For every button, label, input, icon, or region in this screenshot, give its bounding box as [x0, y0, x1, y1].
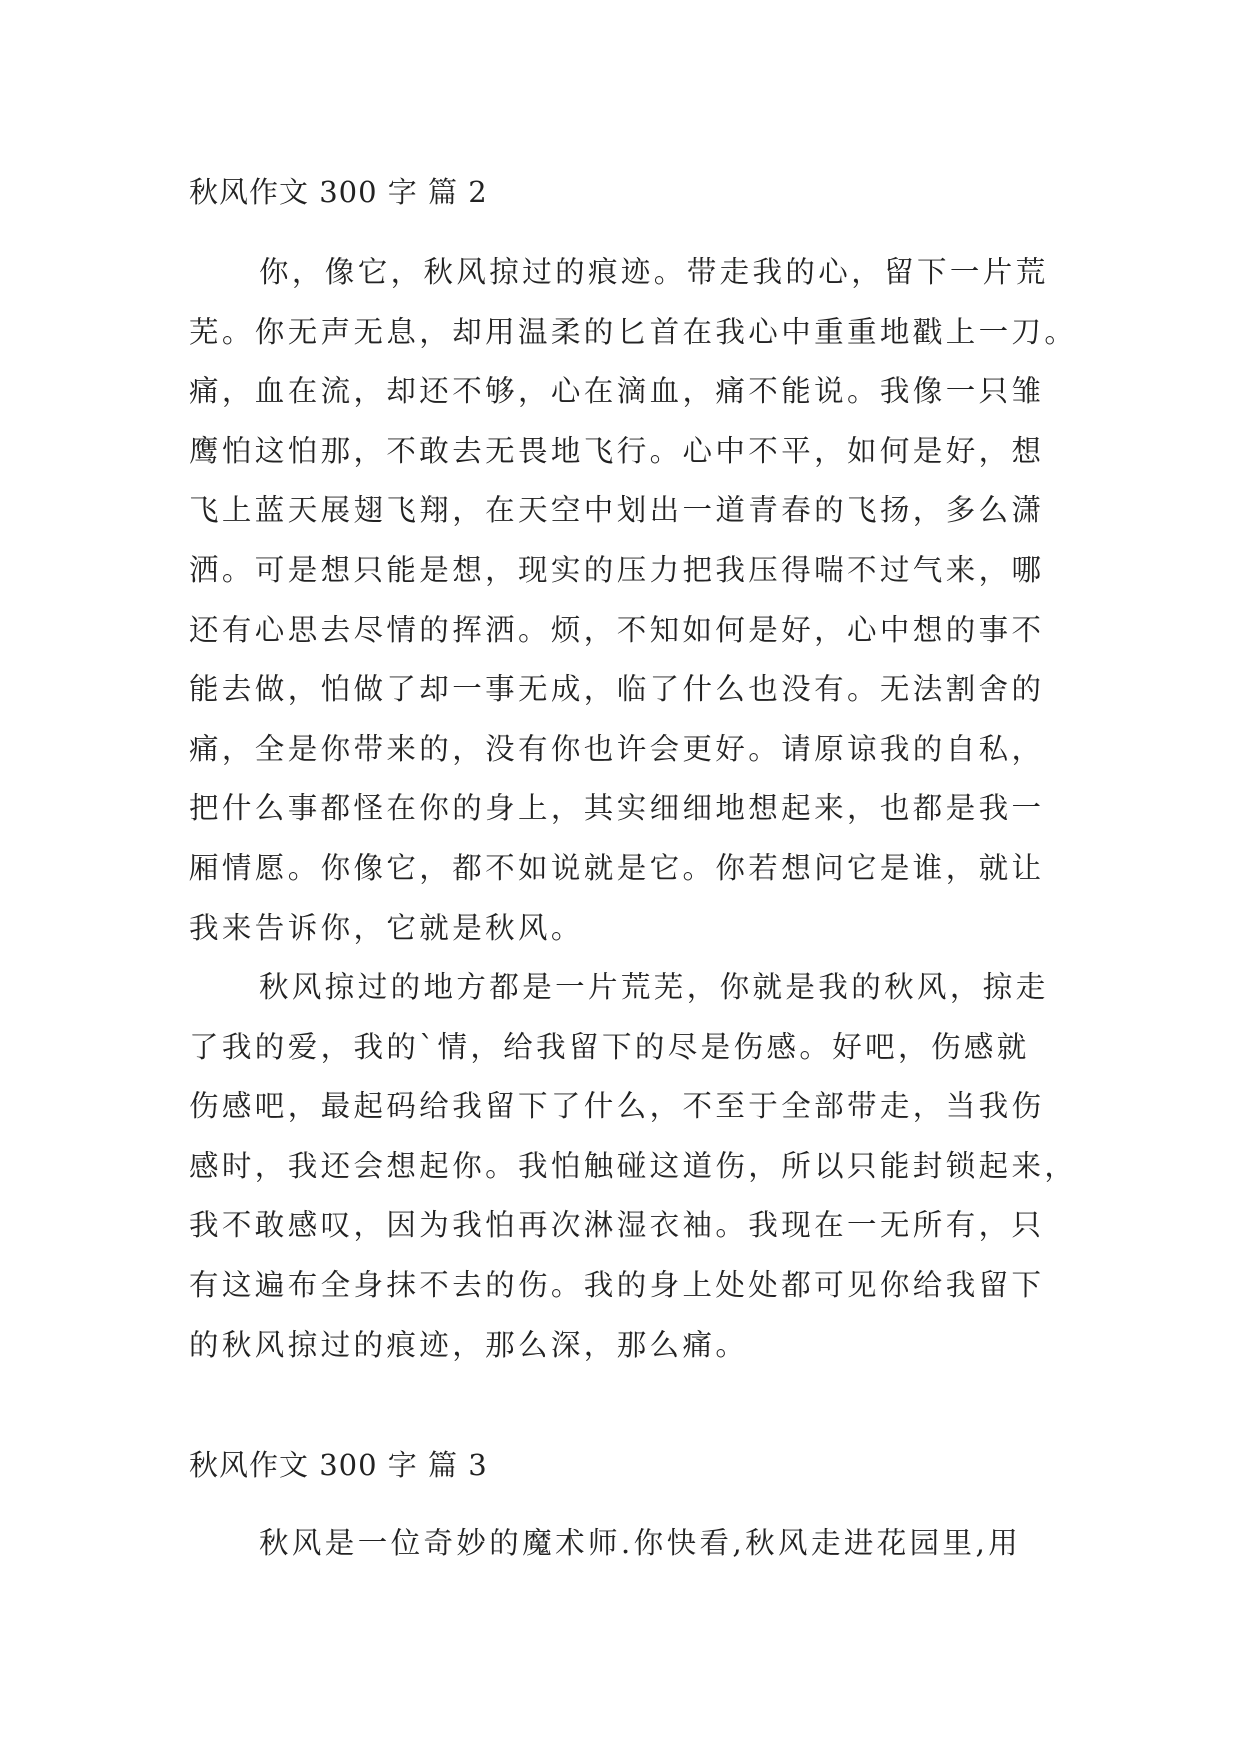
paragraph [189, 958, 1078, 1375]
text-line: 秋风是一位奇妙的魔术师.你快看,秋风走进花园里,用 [259, 1526, 1022, 1560]
text-line: 鹰怕这怕那，不敢去无畏地飞行。心中不平，如何是好，想 [189, 433, 1045, 468]
text-line: 有这遍布全身抹不去的伤。我的身上处处都可见你给我留下 [189, 1267, 1045, 1302]
text-line: 你，像它，秋风掠过的痕迹。带走我的心，留下一片荒 [259, 255, 1049, 289]
section-heading: 秋风作文 300 字 篇 3 [189, 1448, 488, 1482]
text-line: 把什么事都怪在你的身上，其实细细地想起来，也都是我一 [189, 791, 1045, 826]
text-line: 厢情愿。你像它，都不如说就是它。你若想问它是谁，就让 [189, 850, 1045, 885]
text-line: 飞上蓝天展翅飞翔，在天空中划出一道青春的飞扬，多么潇 [189, 493, 1045, 528]
text-line: 洒。可是想只能是想，现实的压力把我压得喘不过气来，哪 [189, 552, 1045, 587]
text-line: 我不敢感叹，因为我怕再次淋湿衣袖。我现在一无所有，只 [189, 1208, 1045, 1243]
text-line: 还有心思去尽情的挥洒。烦，不知如何是好，心中想的事不 [189, 612, 1045, 647]
text-line: 的秋风掠过的痕迹，那么深，那么痛。 [189, 1327, 749, 1362]
paragraph [189, 243, 1078, 958]
text-line: 感时，我还会想起你。我怕触碰这道伤，所以只能封锁起来， [189, 1148, 1078, 1183]
text-line: 痛，全是你带来的，没有你也许会更好。请原谅我的自私， [189, 731, 1045, 766]
text-line: 伤感吧，最起码给我留下了什么，不至于全部带走，当我伤 [189, 1089, 1045, 1124]
text-line: 痛，血在流，却还不够，心在滴血，痛不能说。我像一只雏 [189, 374, 1045, 409]
section-heading: 秋风作文 300 字 篇 2 [189, 175, 488, 209]
text-line: 了我的爱，我的`情，给我留下的尽是伤感。好吧，伤感就 [189, 1029, 1030, 1064]
paragraph [189, 1514, 1069, 1574]
text-line: 芜。你无声无息，却用温柔的匕首在我心中重重地戳上一刀。 [189, 314, 1078, 349]
text-line: 我来告诉你，它就是秋风。 [189, 910, 584, 945]
text-line: 能去做，怕做了却一事无成，临了什么也没有。无法割舍的 [189, 672, 1045, 707]
text-line: 秋风掠过的地方都是一片荒芜，你就是我的秋风，掠走 [259, 970, 1049, 1004]
